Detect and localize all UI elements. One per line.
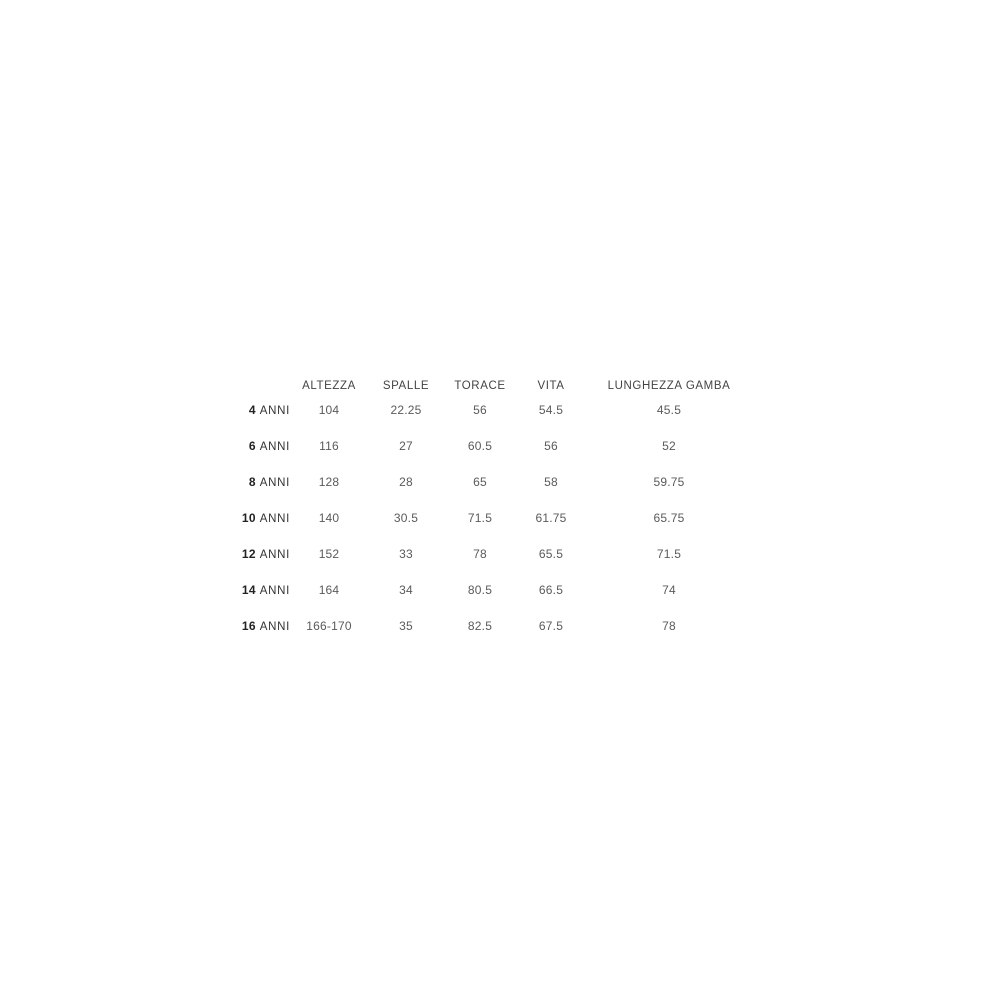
row-age-value: 4: [248, 403, 256, 417]
column-header-altezza: ALTEZZA: [302, 380, 356, 392]
table-body: [222, 392, 752, 644]
row-header-4-anni: [222, 392, 290, 428]
size-table: [222, 380, 752, 644]
row-age-value: 10: [241, 511, 256, 525]
cell-lunghezza-gamba: 78: [662, 619, 676, 633]
row-age-value: 8: [248, 475, 256, 489]
row-age-value: 12: [241, 547, 256, 561]
row-age-unit: ANNI: [259, 405, 290, 417]
table-row: [222, 572, 752, 608]
table-header: [222, 380, 752, 392]
cell-lunghezza-gamba: 65.75: [653, 511, 685, 525]
cell-torace: 60.5: [467, 439, 493, 453]
table-row: [222, 500, 752, 536]
cell-spalle: 35: [399, 619, 413, 633]
cell-lunghezza-gamba: 71.5: [656, 547, 682, 561]
row-header-8-anni: [222, 464, 290, 500]
row-header-14-anni: [222, 572, 290, 608]
cell-vita: 61.75: [535, 511, 567, 525]
row-age-unit: ANNI: [259, 441, 290, 453]
cell-torace: 71.5: [467, 511, 493, 525]
row-age-unit: ANNI: [259, 477, 290, 489]
table-row: [222, 536, 752, 572]
cell-altezza: 116: [319, 439, 339, 453]
row-age-unit: ANNI: [259, 549, 290, 561]
row-age-unit: ANNI: [259, 585, 290, 597]
column-header-vita: VITA: [537, 380, 565, 392]
cell-vita: 54.5: [538, 403, 564, 417]
column-header-torace: TORACE: [454, 380, 506, 392]
cell-torace: 82.5: [467, 619, 493, 633]
cell-vita: 65.5: [538, 547, 564, 561]
row-header-6-anni: [222, 428, 290, 464]
cell-vita: 67.5: [538, 619, 564, 633]
column-header-empty: [222, 380, 290, 392]
row-header-12-anni: [222, 536, 290, 572]
cell-lunghezza-gamba: 59.75: [653, 475, 685, 489]
row-header-16-anni: [222, 608, 290, 644]
table-header-row: [222, 380, 752, 392]
cell-spalle: 30.5: [393, 511, 419, 525]
cell-altezza: 140: [318, 511, 340, 525]
cell-lunghezza-gamba: 74: [662, 583, 676, 597]
cell-spalle: 28: [399, 475, 413, 489]
cell-lunghezza-gamba: 45.5: [656, 403, 682, 417]
cell-altezza: 152: [318, 547, 340, 561]
cell-vita: 56: [544, 439, 558, 453]
cell-vita: 66.5: [538, 583, 564, 597]
cell-altezza: 164: [318, 583, 340, 597]
cell-torace: 80.5: [467, 583, 493, 597]
cell-altezza: 104: [318, 403, 340, 417]
cell-torace: 65: [473, 475, 487, 489]
row-age-value: 16: [241, 619, 256, 633]
row-age-unit: ANNI: [259, 621, 290, 633]
cell-torace: 56: [473, 403, 487, 417]
column-header-spalle: SPALLE: [382, 380, 430, 392]
table-row: [222, 608, 752, 644]
cell-spalle: 22.25: [390, 403, 422, 417]
cell-vita: 58: [544, 475, 558, 489]
cell-spalle: 34: [399, 583, 413, 597]
column-header-lunghezza-gamba: LUNGHEZZA GAMBA: [607, 380, 731, 392]
cell-spalle: 33: [399, 547, 413, 561]
cell-lunghezza-gamba: 52: [662, 439, 676, 453]
cell-torace: 78: [473, 547, 487, 561]
size-table-container: [222, 380, 752, 644]
cell-altezza: 128: [318, 475, 340, 489]
row-age-value: 14: [241, 583, 256, 597]
table-row: [222, 464, 752, 500]
table-row: [222, 392, 752, 428]
row-age-value: 6: [248, 439, 256, 453]
table-row: [222, 428, 752, 464]
row-header-10-anni: [222, 500, 290, 536]
cell-spalle: 27: [399, 439, 413, 453]
row-age-unit: ANNI: [259, 513, 290, 525]
cell-altezza: 166-170: [306, 619, 352, 633]
